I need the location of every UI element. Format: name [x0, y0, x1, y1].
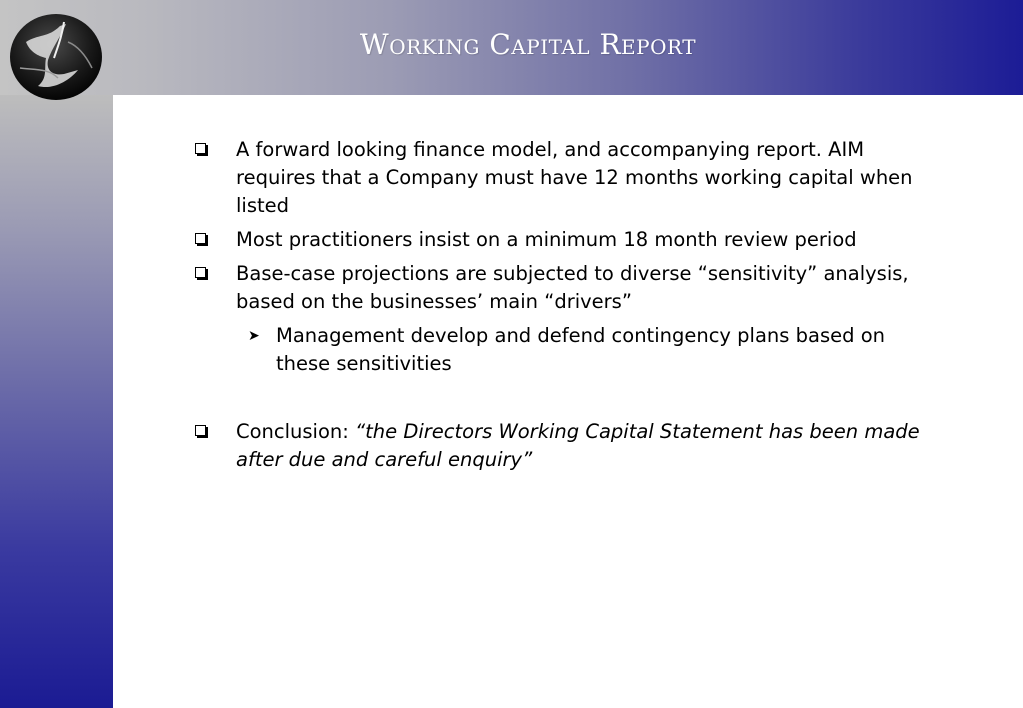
company-logo-icon — [8, 12, 104, 102]
list-item — [193, 226, 938, 254]
bullet-list — [193, 136, 938, 480]
arrow-bullet-icon: ➤ — [248, 328, 260, 344]
conclusion-label: Conclusion: — [236, 420, 356, 443]
sub-list-item — [193, 322, 938, 378]
list-item — [193, 136, 938, 220]
page-title: Working Capital Report — [359, 28, 697, 61]
checkbox-bullet-icon — [195, 233, 206, 244]
checkbox-bullet-icon — [195, 425, 206, 436]
list-item-text: A forward looking finance model, and accompanying report. AIM requires that a Company must have 12 months working capital when listed — [236, 138, 913, 217]
checkbox-bullet-icon — [195, 143, 206, 154]
sub-list-item-text: Management develop and defend contingency plans based on these sensitivities — [276, 324, 885, 375]
list-item-text: Most practitioners insist on a minimum 18 month review period — [236, 228, 857, 251]
conclusion-quote: “the Directors Working Capital Statement has been made after due and careful enquiry” — [236, 420, 920, 471]
conclusion-item — [193, 418, 938, 474]
checkbox-bullet-icon — [195, 267, 206, 278]
list-item — [193, 260, 938, 316]
side-band — [0, 95, 113, 708]
list-item-text: Base-case projections are subjected to diverse “sensitivity” analysis, based on the businesses’ main “drivers” — [236, 262, 909, 313]
